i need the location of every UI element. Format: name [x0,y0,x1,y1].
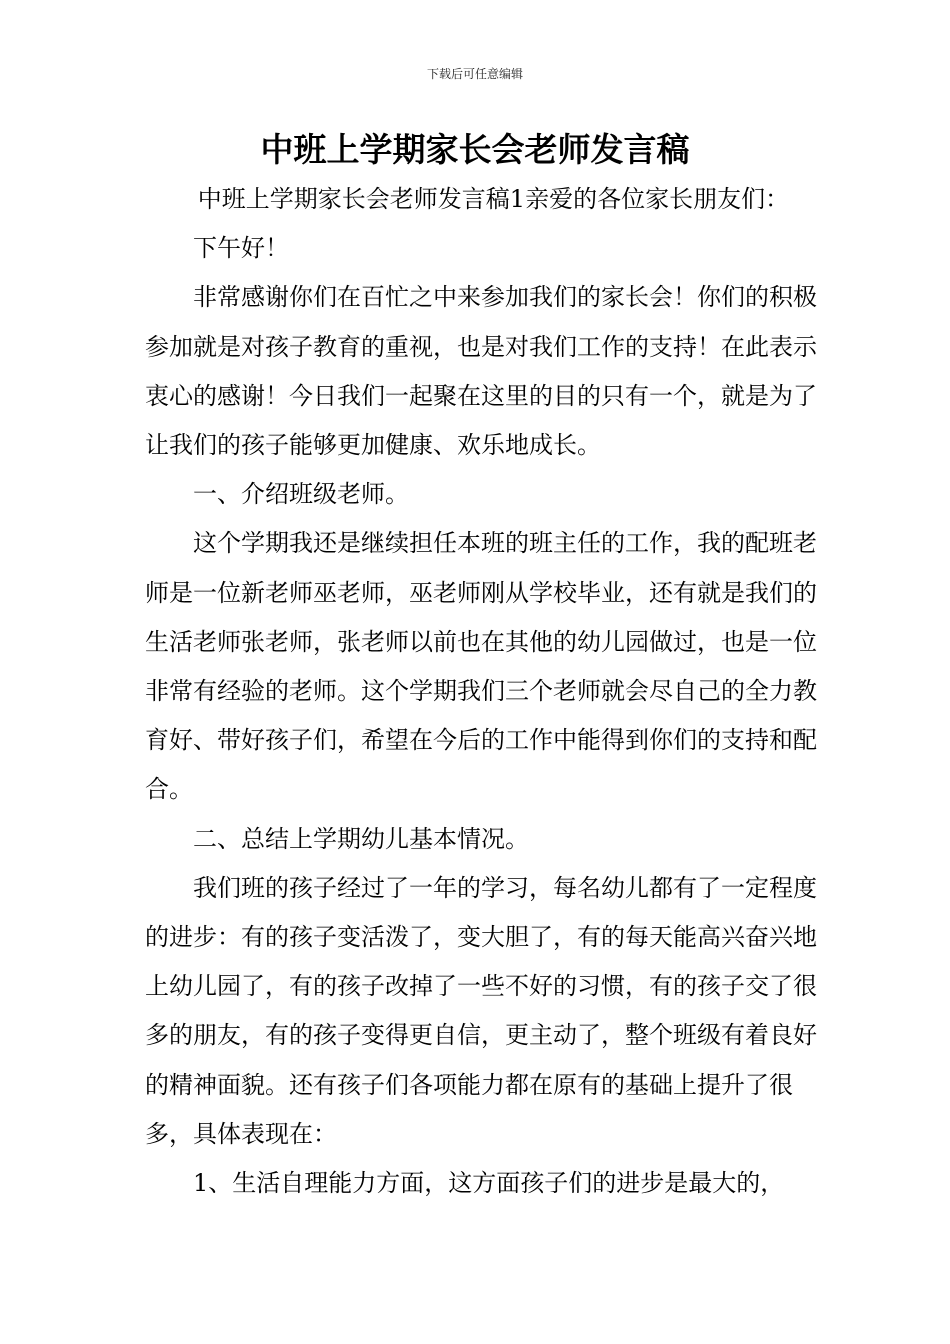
paragraph-intro: 中班上学期家长会老师发言稿1亲爱的各位家长朋友们： [197,185,790,213]
paragraph-self-care: 1、生活自理能力方面，这方面孩子们的进步是最大的， [193,1169,785,1198]
paragraph-greeting: 下午好！ [193,234,289,263]
paragraph-summary: 我们班的孩子经过了一年的学习，每名幼儿都有了一定程度的进步：有的孩子变活泼了，变大胆了，有的每天能高兴奋兴地上幼儿园了，有的孩子改掉了一些不好的习惯，有的孩子交了很多的朋友，有的孩子变得更自信，更主动了，整个班级有着良好的精神面貌。还有孩子们各项能力都在原有的基础上提升了很多，具体表现在： [145,873,817,1148]
document-body [145,175,825,1208]
section-heading-teachers: 一、介绍班级老师。 [193,480,409,509]
document-title: 中班上学期家长会老师发言稿 [260,130,690,169]
header-note: 下载后可任意编辑 [426,67,523,81]
section-heading-summary: 二、总结上学期幼儿基本情况。 [193,824,529,853]
paragraph-thanks: 非常感谢你们在百忙之中来参加我们的家长会！你们的积极参加就是对孩子教育的重视，也是对我们工作的支持！在此表示衷心的感谢！今日我们一起聚在这里的目的只有一个，就是为了让我们的孩子能够更加健康、欢乐地成长。 [145,283,817,460]
paragraph-teachers: 这个学期我还是继续担任本班的班主任的工作，我的配班老师是一位新老师巫老师，巫老师刚从学校毕业，还有就是我们的生活老师张老师，张老师以前也在其他的幼儿园做过，也是一位非常有经验的老师。这个学期我们三个老师就会尽自己的全力教育好、带好孩子们，希望在今后的工作中能得到你们的支持和配合。 [145,529,817,804]
